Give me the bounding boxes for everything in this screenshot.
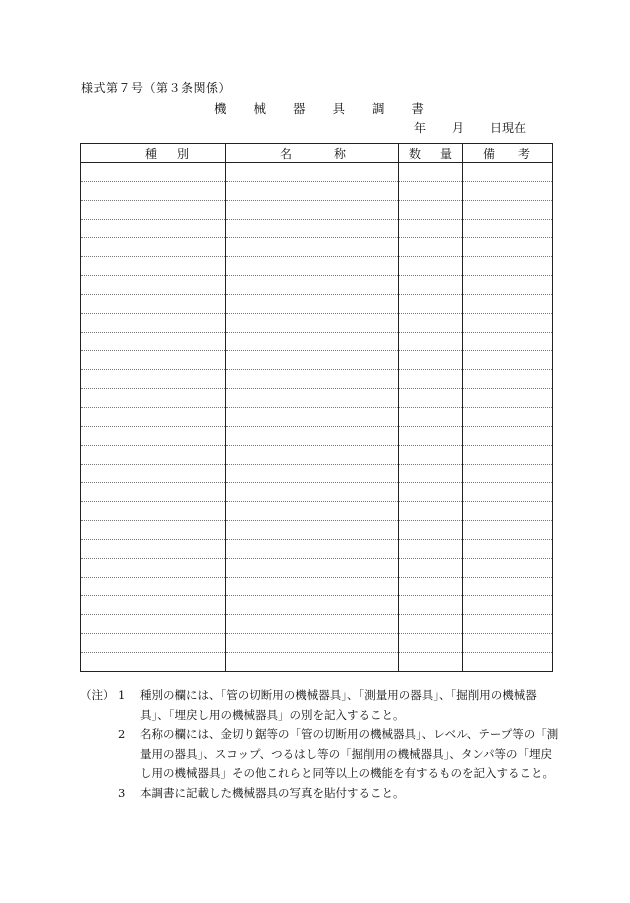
name-cell[interactable] <box>226 521 399 540</box>
quantity-cell[interactable] <box>399 615 463 634</box>
name-cell[interactable] <box>226 445 399 464</box>
note-number: 2 <box>118 727 126 741</box>
title-char: 器 <box>292 101 306 116</box>
name-cell[interactable] <box>226 652 399 671</box>
quantity-cell[interactable] <box>399 370 463 389</box>
kind-cell[interactable] <box>81 634 226 653</box>
table-row <box>81 596 553 615</box>
table-row <box>81 652 553 671</box>
remarks-cell[interactable] <box>463 181 553 200</box>
table-row <box>81 483 553 502</box>
remarks-cell[interactable] <box>463 163 553 182</box>
title-char: 具 <box>332 101 345 116</box>
table-row <box>81 163 553 182</box>
remarks-cell[interactable] <box>463 219 553 238</box>
quantity-cell[interactable] <box>399 276 463 295</box>
remarks-cell[interactable] <box>463 200 553 219</box>
title-char: 械 <box>253 101 266 116</box>
header-char: 備 <box>483 146 496 161</box>
header-char: 称 <box>333 146 346 161</box>
name-cell[interactable] <box>226 238 399 257</box>
date-line <box>414 119 526 136</box>
name-cell[interactable] <box>226 596 399 615</box>
remarks-cell[interactable] <box>463 483 553 502</box>
name-cell[interactable] <box>226 370 399 389</box>
name-cell[interactable] <box>226 577 399 596</box>
remarks-cell[interactable] <box>463 596 553 615</box>
quantity-cell[interactable] <box>399 445 463 464</box>
table-row <box>81 181 553 200</box>
remarks-cell[interactable] <box>463 539 553 558</box>
quantity-cell[interactable] <box>399 539 463 558</box>
quantity-cell[interactable] <box>399 163 463 182</box>
day-label: 日現在 <box>489 121 526 135</box>
quantity-cell[interactable] <box>399 596 463 615</box>
header-char: 考 <box>517 146 530 161</box>
remarks-cell[interactable] <box>463 577 553 596</box>
kind-cell[interactable] <box>81 558 226 577</box>
quantity-cell[interactable] <box>399 464 463 483</box>
kind-cell[interactable] <box>81 351 226 370</box>
quantity-cell[interactable] <box>399 558 463 577</box>
remarks-cell[interactable] <box>463 257 553 276</box>
kind-cell[interactable] <box>81 181 226 200</box>
name-cell[interactable] <box>226 181 399 200</box>
table-row <box>81 351 553 370</box>
header-char: 量 <box>439 146 452 161</box>
quantity-cell[interactable] <box>399 257 463 276</box>
remarks-cell[interactable] <box>463 351 553 370</box>
table-row <box>81 426 553 445</box>
quantity-cell[interactable] <box>399 577 463 596</box>
header-char: 名 <box>280 146 293 161</box>
table-row <box>81 407 553 426</box>
header-char: 数 <box>409 146 422 161</box>
name-cell[interactable] <box>226 464 399 483</box>
kind-cell[interactable] <box>81 539 226 558</box>
table-row <box>81 558 553 577</box>
kind-cell[interactable] <box>81 577 226 596</box>
document-title <box>214 99 424 117</box>
title-char: 書 <box>411 101 424 116</box>
name-cell[interactable] <box>226 407 399 426</box>
kind-cell[interactable] <box>81 163 226 182</box>
remarks-cell[interactable] <box>463 445 553 464</box>
table-row <box>81 615 553 634</box>
quantity-cell[interactable] <box>399 200 463 219</box>
notes-prefix: （注） <box>80 688 115 702</box>
name-cell[interactable] <box>226 313 399 332</box>
table-row <box>81 332 553 351</box>
note-number: 1 <box>118 688 126 702</box>
remarks-cell[interactable] <box>463 294 553 313</box>
kind-cell[interactable] <box>81 276 226 295</box>
name-cell[interactable] <box>226 615 399 634</box>
kind-cell[interactable] <box>81 615 226 634</box>
table-row <box>81 219 553 238</box>
quantity-cell[interactable] <box>399 502 463 521</box>
name-cell[interactable] <box>226 634 399 653</box>
quantity-cell[interactable] <box>399 219 463 238</box>
name-cell[interactable] <box>226 276 399 295</box>
name-cell[interactable] <box>226 294 399 313</box>
quantity-cell[interactable] <box>399 238 463 257</box>
quantity-cell[interactable] <box>399 294 463 313</box>
name-cell[interactable] <box>226 332 399 351</box>
name-cell[interactable] <box>226 351 399 370</box>
quantity-cell[interactable] <box>399 426 463 445</box>
name-cell[interactable] <box>226 219 399 238</box>
table-header-row <box>81 144 553 163</box>
kind-cell[interactable] <box>81 445 226 464</box>
equipment-table <box>80 143 553 672</box>
remarks-cell[interactable] <box>463 558 553 577</box>
table-row <box>81 370 553 389</box>
name-cell[interactable] <box>226 558 399 577</box>
kind-cell[interactable] <box>81 370 226 389</box>
kind-cell[interactable] <box>81 426 226 445</box>
notes-section <box>80 686 560 803</box>
table-row <box>81 257 553 276</box>
kind-cell[interactable] <box>81 313 226 332</box>
remarks-cell[interactable] <box>463 426 553 445</box>
quantity-cell[interactable] <box>399 652 463 671</box>
remarks-cell[interactable] <box>463 464 553 483</box>
kind-cell[interactable] <box>81 219 226 238</box>
remarks-cell[interactable] <box>463 652 553 671</box>
name-cell[interactable] <box>226 257 399 276</box>
quantity-cell[interactable] <box>399 332 463 351</box>
year-label: 年 <box>413 121 426 135</box>
table-row <box>81 502 553 521</box>
note-text: 種別の欄には、「管の切断用の機械器具」、「測量用の器具」、「掘削用の機械器具」、「埋戻し用の機械器具」の別を記入すること。 <box>140 688 537 722</box>
quantity-cell[interactable] <box>399 483 463 502</box>
name-cell[interactable] <box>226 483 399 502</box>
quantity-cell[interactable] <box>399 521 463 540</box>
quantity-cell[interactable] <box>399 351 463 370</box>
name-cell[interactable] <box>226 426 399 445</box>
name-cell[interactable] <box>226 163 399 182</box>
table-body <box>81 163 553 672</box>
kind-cell[interactable] <box>81 407 226 426</box>
title-char: 調 <box>371 101 385 116</box>
remarks-cell[interactable] <box>463 389 553 408</box>
header-remarks <box>463 144 553 163</box>
quantity-cell[interactable] <box>399 389 463 408</box>
quantity-cell[interactable] <box>399 181 463 200</box>
remarks-cell[interactable] <box>463 634 553 653</box>
remarks-cell[interactable] <box>463 313 553 332</box>
remarks-cell[interactable] <box>463 407 553 426</box>
header-char: 別 <box>176 146 189 161</box>
remarks-cell[interactable] <box>463 332 553 351</box>
remarks-cell[interactable] <box>463 370 553 389</box>
table-row <box>81 521 553 540</box>
kind-cell[interactable] <box>81 596 226 615</box>
table-row <box>81 276 553 295</box>
title-char: 機 <box>214 101 227 116</box>
table-row <box>81 445 553 464</box>
table-row <box>81 577 553 596</box>
kind-cell[interactable] <box>81 238 226 257</box>
kind-cell[interactable] <box>81 502 226 521</box>
kind-cell[interactable] <box>81 521 226 540</box>
note-text: 本調書に記載した機械器具の写真を貼付すること。 <box>140 785 405 800</box>
kind-cell[interactable] <box>81 483 226 502</box>
table-row <box>81 238 553 257</box>
note-text: 名称の欄には、金切り鋸等の「管の切断用の機械器具」、レベル、テープ等の「測量用の器具」、スコップ、つるはし等の「掘削用の機械器具」、タンパ等の「埋戻し用の機械器具」その他これらと同等以上の機能を有するものを記入すること。 <box>140 727 559 780</box>
remarks-cell[interactable] <box>463 521 553 540</box>
remarks-cell[interactable] <box>463 615 553 634</box>
remarks-cell[interactable] <box>463 502 553 521</box>
table-row <box>81 313 553 332</box>
name-cell[interactable] <box>226 502 399 521</box>
table-row <box>81 539 553 558</box>
table-row <box>81 389 553 408</box>
kind-cell[interactable] <box>81 257 226 276</box>
kind-cell[interactable] <box>81 389 226 408</box>
month-label: 月 <box>451 121 464 135</box>
table-row <box>81 294 553 313</box>
remarks-cell[interactable] <box>463 238 553 257</box>
table-row <box>81 464 553 483</box>
name-cell[interactable] <box>226 389 399 408</box>
table-row <box>81 634 553 653</box>
note-number: 3 <box>118 785 126 800</box>
header-quantity <box>399 144 463 163</box>
name-cell[interactable] <box>226 539 399 558</box>
kind-cell[interactable] <box>81 332 226 351</box>
table-row <box>81 200 553 219</box>
kind-cell[interactable] <box>81 464 226 483</box>
header-char: 種 <box>145 146 158 161</box>
header-name <box>226 144 399 163</box>
quantity-cell[interactable] <box>399 313 463 332</box>
kind-cell[interactable] <box>81 652 226 671</box>
form-number-label: 様式第７号（第３条関係） <box>81 81 232 95</box>
remarks-cell[interactable] <box>463 276 553 295</box>
kind-cell[interactable] <box>81 294 226 313</box>
kind-cell[interactable] <box>81 200 226 219</box>
quantity-cell[interactable] <box>399 634 463 653</box>
header-kind <box>81 144 226 163</box>
name-cell[interactable] <box>226 200 399 219</box>
quantity-cell[interactable] <box>399 407 463 426</box>
